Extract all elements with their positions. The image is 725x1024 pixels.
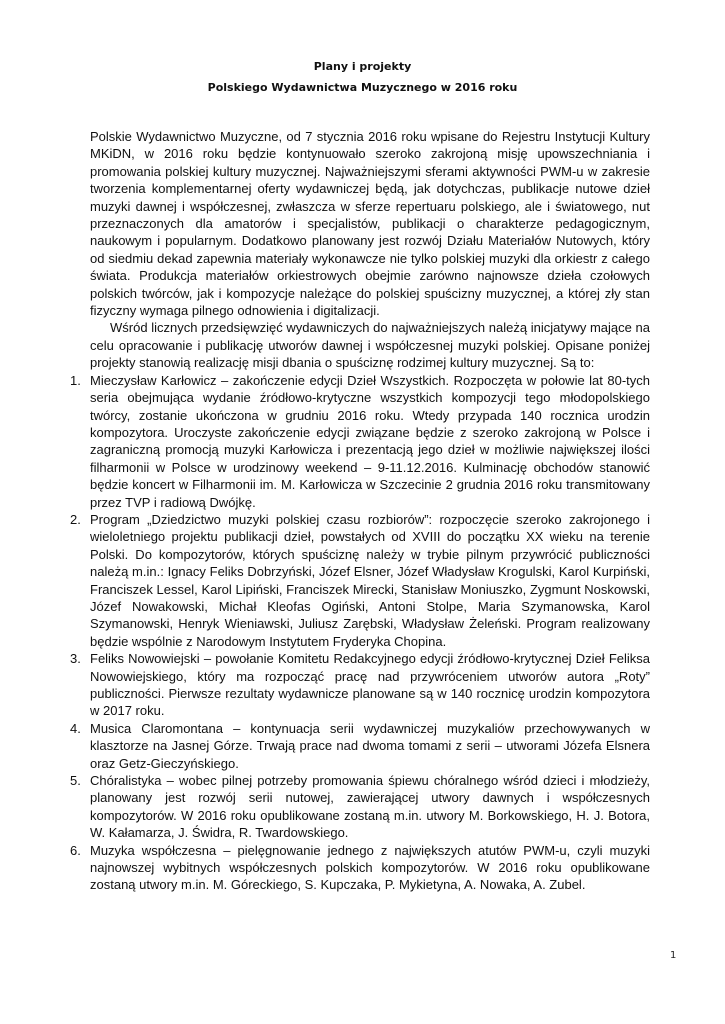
list-item-text: Muzyka współczesna – pielęgnowanie jednego z największych atutów PWM-u, czyli muzyki najnowszej wybitnych współczesnych polskich kompozytorów. W 2016 roku opublikowane zostaną utwory m.in. M. Góreckiego, S. Kupczaka, P. Mykietyna, A. Nowaka, A. Zubel.: [90, 842, 650, 893]
list-item-number: 1.: [70, 372, 81, 388]
document-subtitle: Polskiego Wydawnictwa Muzycznego w 2016 roku: [207, 81, 518, 94]
list-item: [70, 720, 650, 772]
list-item-number: 2.: [70, 511, 81, 527]
list-item-text: Chóralistyka – wobec pilnej potrzeby promowania śpiewu chóralnego wśród dzieci i młodzieży, planowany jest rozwój serii nutowej, zawierającej utwory dawnych i współczesnych kompozytorów. W 2016 roku opublikowane zostaną m.in. utwory M. Borkowskiego, H. J. Botora, W. Kałamarza, J. Świdra, R. Twardowskiego.: [90, 773, 650, 841]
list-item: [70, 372, 650, 511]
list-item-text: Musica Claromontana – kontynuacja serii wydawniczej muzykaliów przechowywanych w klasztorze na Jasnej Górze. Trwają prace nad dwoma tomami z serii – utworami Józefa Elsnera oraz Getz-Gieczyńskiego.: [90, 720, 650, 771]
list-item-number: 4.: [70, 720, 81, 736]
page-number: 1: [670, 950, 677, 961]
list-item-number: 5.: [70, 773, 81, 789]
projects-list: [70, 372, 650, 894]
list-item: [70, 772, 650, 842]
list-item-text: Program „Dziedzictwo muzyki polskiej czasu rozbiorów”: rozpoczęcie szeroko zakrojonego i wieloletniego projektu publikacji dzieł, powstałych od XVIII do początku XX wieku na terenie Polski. Do kompozytorów, których spuściznę należy w trybie pilnym przywrócić publiczności należą m.in.: Ignacy Feliks Dobrzyński, Józef Elsner, Józef Władysław Krogulski, Karol Kurpiński, Franciszek Lessel, Karol Lipiński, Franciszek Mirecki, Stanisław Moniuszko, Zygmunt Noskowski, Józef Nowakowski, Michał Kleofas Ogiński, Antoni Stolpe, Maria Szymanowska, Karol Szymanowski, Henryk Wieniawski, Juliusz Zarębski, Władysław Żeleński. Program realizowany będzie wspólnie z Narodowym Instytutem Fryderyka Chopina.: [90, 511, 650, 649]
list-item-text: Feliks Nowowiejski – powołanie Komitetu Redakcyjnego edycji źródłowo-krytycznej Dzieł Feliksa Nowowiejskiego, który ma rozpocząć pracę nad przywróceniem utworów autora „Roty” publiczności. Pierwsze rezultaty wydawnicze planowane są w 140 rocznicę urodzin kompozytora w 2017 roku.: [90, 651, 650, 719]
intro-paragraph: Polskie Wydawnictwo Muzyczne, od 7 stycznia 2016 roku wpisane do Rejestru Instytucji Kultury MKiDN, w 2016 roku będzie kontynuowało szeroko zakrojoną misję upowszechniania i promowania polskiej kultury muzycznej. Najważniejszymi sferami aktywności PWM-u w zakresie tworzenia komplementarnej oferty wydawniczej będą, jak dotychczas, publikacje nutowe dzieł muzyki dawnej i współczesnej, zwłaszcza w sferze repertuaru polskiego, ale i światowego, nut przeznaczonych dla amatorów i specjalistów, publikacji o charakterze pedagogicznym, naukowym i popularnym. Dodatkowo planowany jest rozwój Działu Materiałów Nutowych, który od siedmiu dekad zapewnia materiały wykonawcze nie tylko polskiej muzyki dla orkiestr z całego świata. Produkcja materiałów orkiestrowych obejmie zarówno najnowsze dzieła czołowych polskich twórców, jak i kompozycje należące do polskiej spuścizny muzycznej, a której zły stan fizyczny wymaga pilnego odnowienia i digitalizacji.: [90, 129, 650, 319]
list-item-text: Mieczysław Karłowicz – zakończenie edycji Dzieł Wszystkich. Rozpoczęta w połowie lat 80-tych seria obejmująca wydanie źródłowo-krytyczne wszystkich kompozycji tego młodopolskiego twórcy, zostanie ukończona w grudniu 2016 roku. Wtedy przypada 140 rocznica urodzin kompozytora. Uroczyste zakończenie edycji związane będzie z szeroko zakrojoną w Polsce i zagraniczną promocją muzyki Karłowicza i prezentacją jego dzieł w możliwie największej ilości filharmonii w Polsce w urodzinowy weekend – 9-11.12.2016. Kulminację obchodów stanowić będzie koncert w Filharmonii im. M. Karłowicza w Szczecinie 2 grudnia 2016 roku transmitowany przez TVP i radiową Dwójkę.: [90, 372, 650, 510]
list-item-number: 3.: [70, 651, 81, 667]
list-item: [70, 842, 650, 894]
list-item: [70, 511, 650, 650]
projects-intro-paragraph: Wśród licznych przedsięwzięć wydawniczych do najważniejszych należą inicjatywy mające na celu opracowanie i publikację utworów dawnej i współczesnej muzyki polskiej. Opisane poniżej projekty stanowią realizację misji dbania o spuściznę rodzimej kultury muzycznej. Są to:: [90, 320, 650, 371]
document-body: [70, 128, 650, 894]
list-item: [70, 650, 650, 720]
list-item-number: 6.: [70, 842, 81, 858]
document-title: Plany i projekty: [313, 60, 412, 73]
